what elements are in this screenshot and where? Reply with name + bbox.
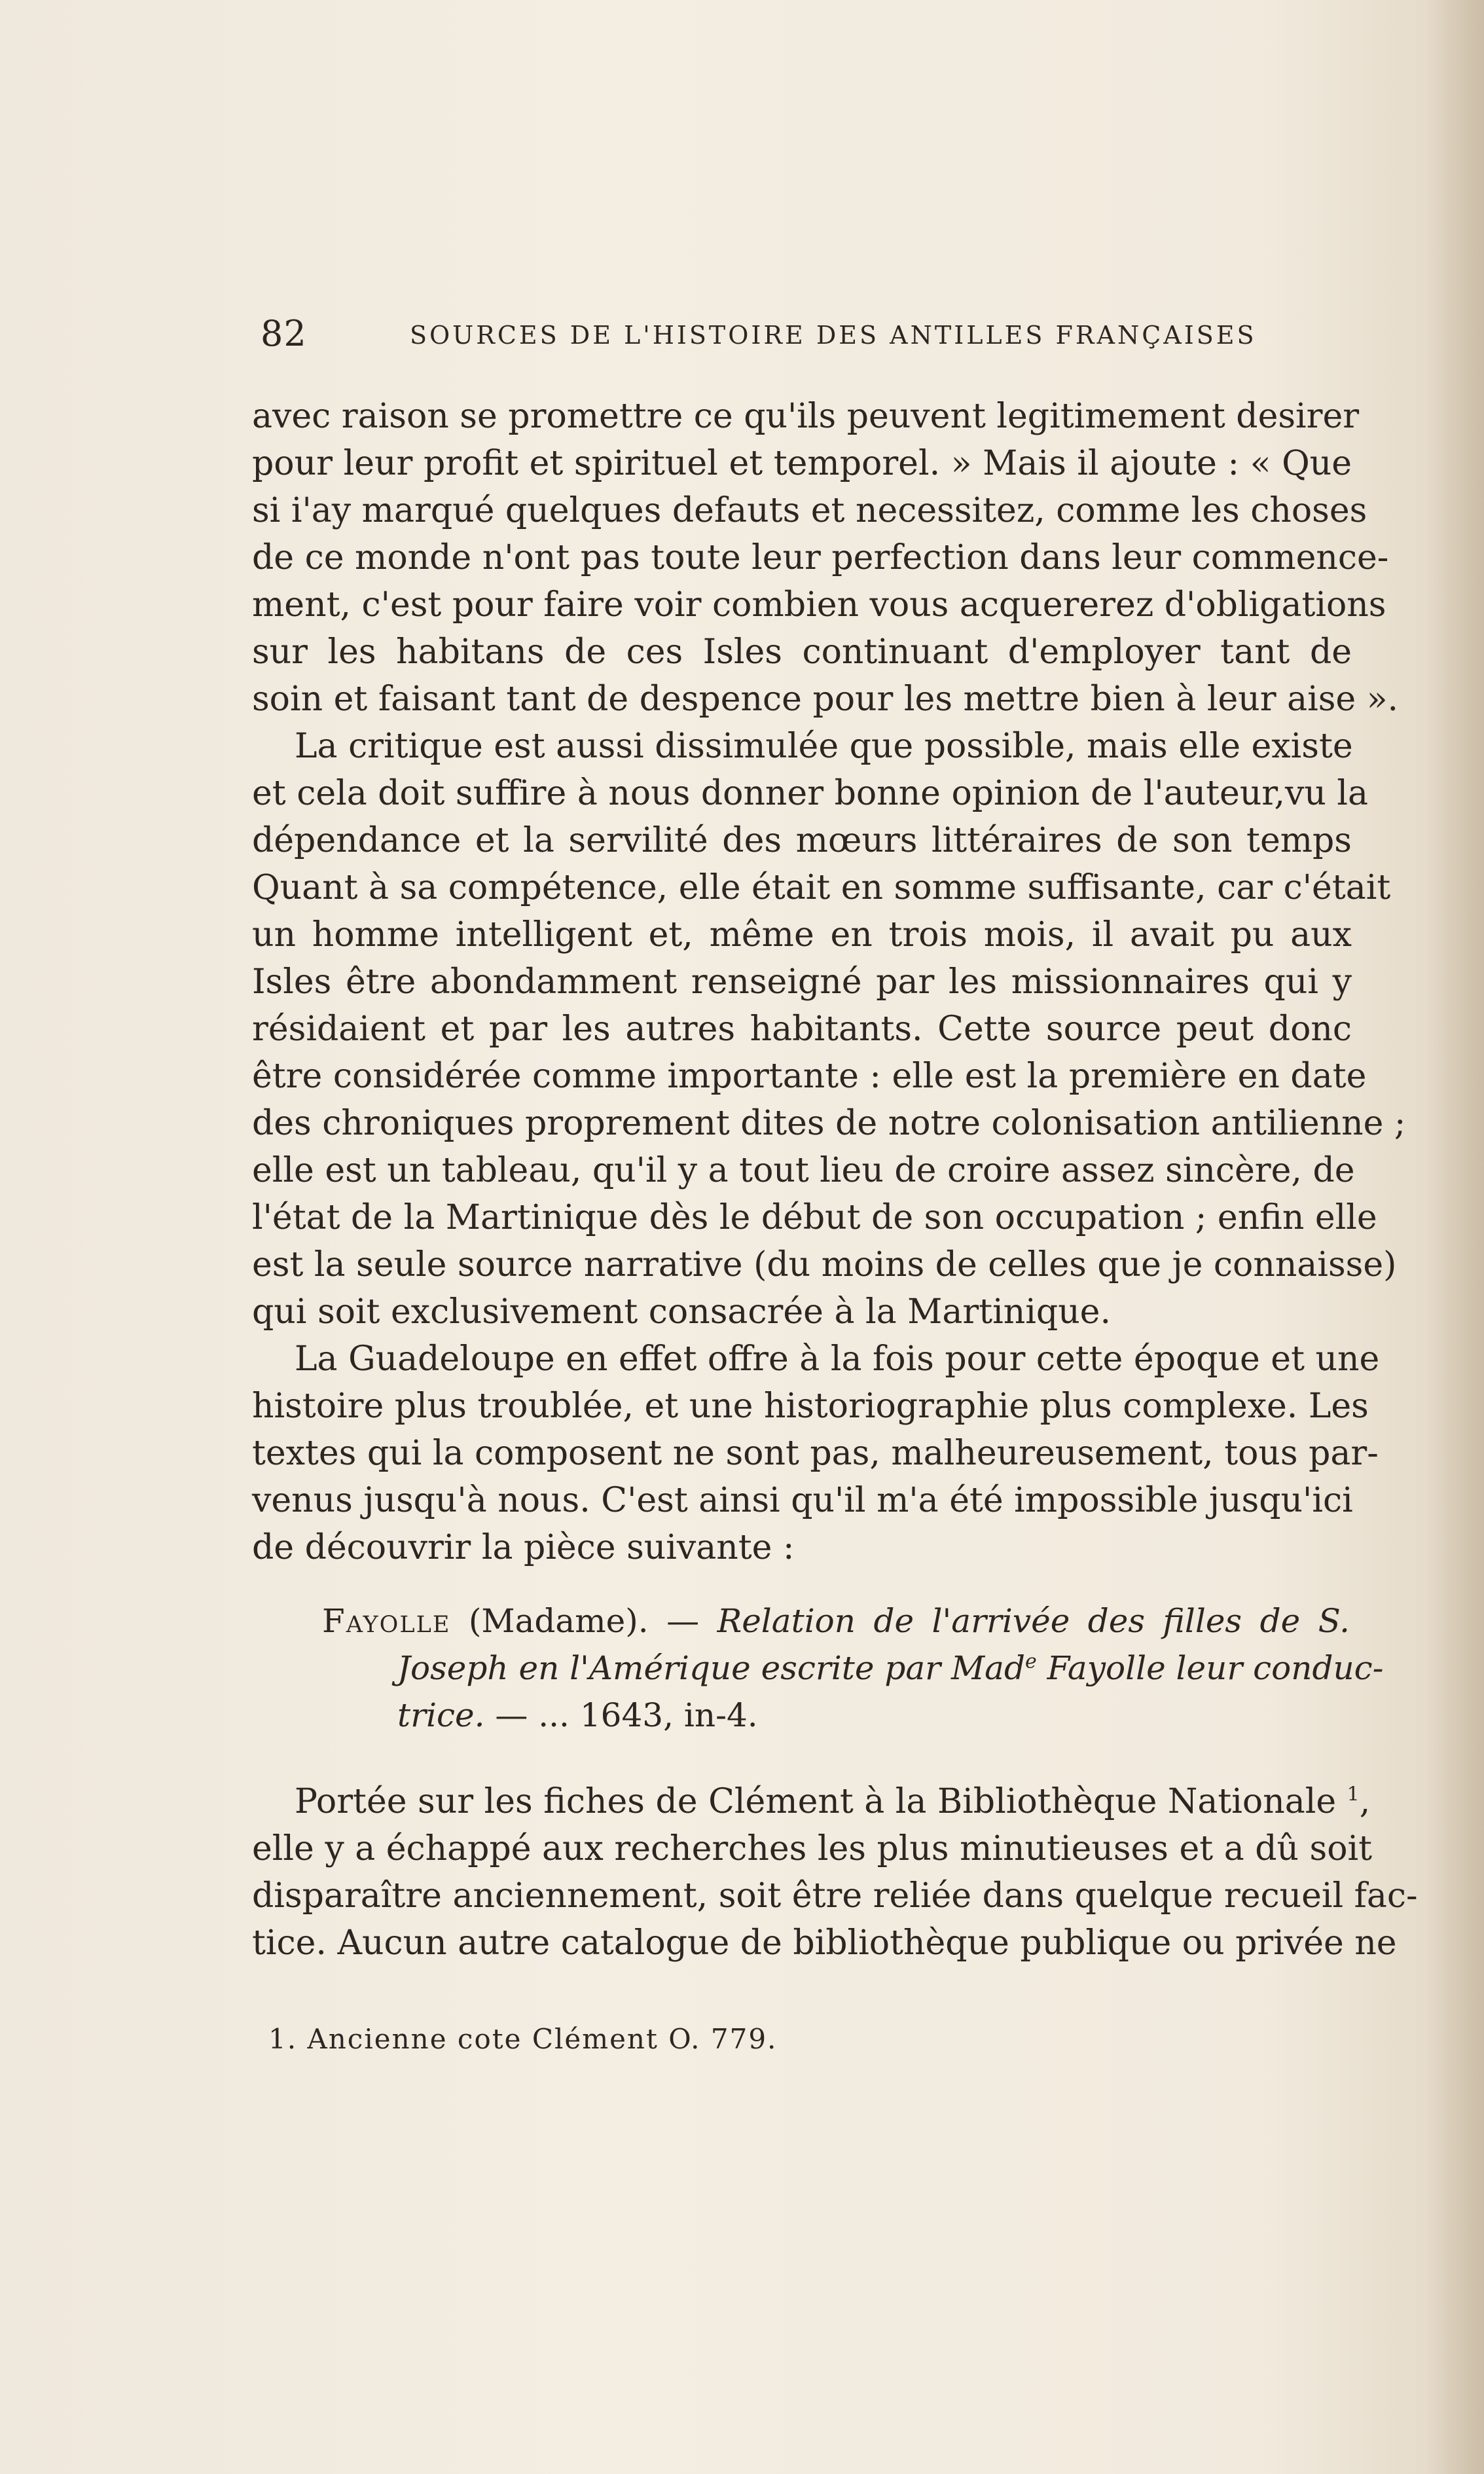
bib-author: Fayolle xyxy=(322,1602,451,1640)
page-number: 82 xyxy=(261,313,307,354)
text-line: histoire plus troublée, et une historiographie plus complexe. Les xyxy=(252,1387,1369,1426)
bib-line xyxy=(322,1597,1350,1645)
body-text-top xyxy=(252,393,1406,1571)
page-edge-shadow xyxy=(1425,0,1484,2474)
bib-title: Relation de l'arrivée des filles de S. xyxy=(717,1602,1350,1640)
text-line xyxy=(252,1778,1371,1825)
text-line: tice. Aucun autre catalogue de bibliothèque publique ou privée ne xyxy=(252,1923,1397,1963)
text-line: de découvrir la pièce suivante : xyxy=(252,1528,795,1567)
text-line: elle y a échappé aux recherches les plus minutieuses et a dû soit xyxy=(252,1829,1373,1868)
text-line: textes qui la composent ne sont pas, malheureusement, tous par- xyxy=(252,1434,1379,1473)
page-header xyxy=(261,313,1347,359)
text-line: elle est un tableau, qu'il y a tout lieu de croire assez sincère, de xyxy=(252,1151,1355,1190)
text-line: pour leur profit et spirituel et temporel. » Mais il ajoute : « Que xyxy=(252,444,1352,483)
footnote-reference: 1 xyxy=(1347,1783,1360,1806)
text-line: disparaître anciennement, soit être reliée dans quelque recueil fac- xyxy=(252,1876,1418,1916)
bib-line xyxy=(322,1645,1384,1692)
footnote-reference-trail: , xyxy=(1359,1782,1371,1821)
text-line: La critique est aussi dissimulée que possible, mais elle existe xyxy=(295,727,1353,766)
text-line: et cela doit suffire à nous donner bonne opinion de l'auteur,vu la xyxy=(252,774,1369,813)
bib-title: Joseph en l'Amérique escrite par Mad xyxy=(397,1649,1025,1687)
bib-author-suffix: (Madame). — xyxy=(450,1602,717,1640)
text-line: si i'ay marqué quelques defauts et necessitez, comme les choses xyxy=(252,491,1367,530)
text-line: sur les habitans de ces Isles continuant d'employer tant de xyxy=(252,632,1352,672)
body-text-bottom xyxy=(252,1778,1418,1967)
text-line: est la seule source narrative (du moins de celles que je connaisse) xyxy=(252,1245,1397,1284)
text-line: avec raison se promettre ce qu'ils peuvent legitimement desirer xyxy=(252,397,1360,436)
bib-line xyxy=(322,1692,1350,1739)
text-line: dépendance et la servilité des mœurs littéraires de son temps xyxy=(252,821,1352,860)
text-line: un homme intelligent et, même en trois mois, il avait pu aux xyxy=(252,915,1352,955)
bib-title: trice. xyxy=(397,1696,485,1734)
bib-imprint: — ... 1643, in-4. xyxy=(484,1696,758,1734)
running-title: SOURCES DE L'HISTOIRE DES ANTILLES FRANÇAISES xyxy=(410,321,1257,350)
text-line: être considérée comme importante : elle est la première en date xyxy=(252,1057,1367,1096)
text-line: La Guadeloupe en effet offre à la fois pour cette époque et une xyxy=(295,1339,1380,1379)
bibliographic-entry xyxy=(322,1597,1384,1739)
text-line: résidaient et par les autres habitants. Cette source peut donc xyxy=(252,1010,1352,1049)
text-line: des chroniques proprement dites de notre colonisation antilienne ; xyxy=(252,1104,1406,1143)
bib-title-sup: e xyxy=(1024,1650,1037,1673)
text-line: venus jusqu'à nous. C'est ainsi qu'il m'a été impossible jusqu'ici xyxy=(252,1481,1353,1520)
text-line: de ce monde n'ont pas toute leur perfection dans leur commence- xyxy=(252,538,1389,577)
bib-title: Fayolle leur conduc- xyxy=(1036,1649,1384,1687)
text-line: ment, c'est pour faire voir combien vous acquererez d'obligations xyxy=(252,585,1386,625)
footnote: 1. Ancienne cote Clément O. 779. xyxy=(268,2023,778,2055)
text-line: Quant à sa compétence, elle était en somme suffisante, car c'était xyxy=(252,868,1391,907)
text-line: l'état de la Martinique dès le début de son occupation ; enfin elle xyxy=(252,1198,1377,1237)
text-line-content: Portée sur les fiches de Clément à la Bibliothèque Nationale xyxy=(295,1782,1337,1821)
text-line: Isles être abondamment renseigné par les missionnaires qui y xyxy=(252,962,1352,1002)
text-line: soin et faisant tant de despence pour les mettre bien à leur aise ». xyxy=(252,680,1399,719)
text-line: qui soit exclusivement consacrée à la Martinique. xyxy=(252,1292,1111,1332)
